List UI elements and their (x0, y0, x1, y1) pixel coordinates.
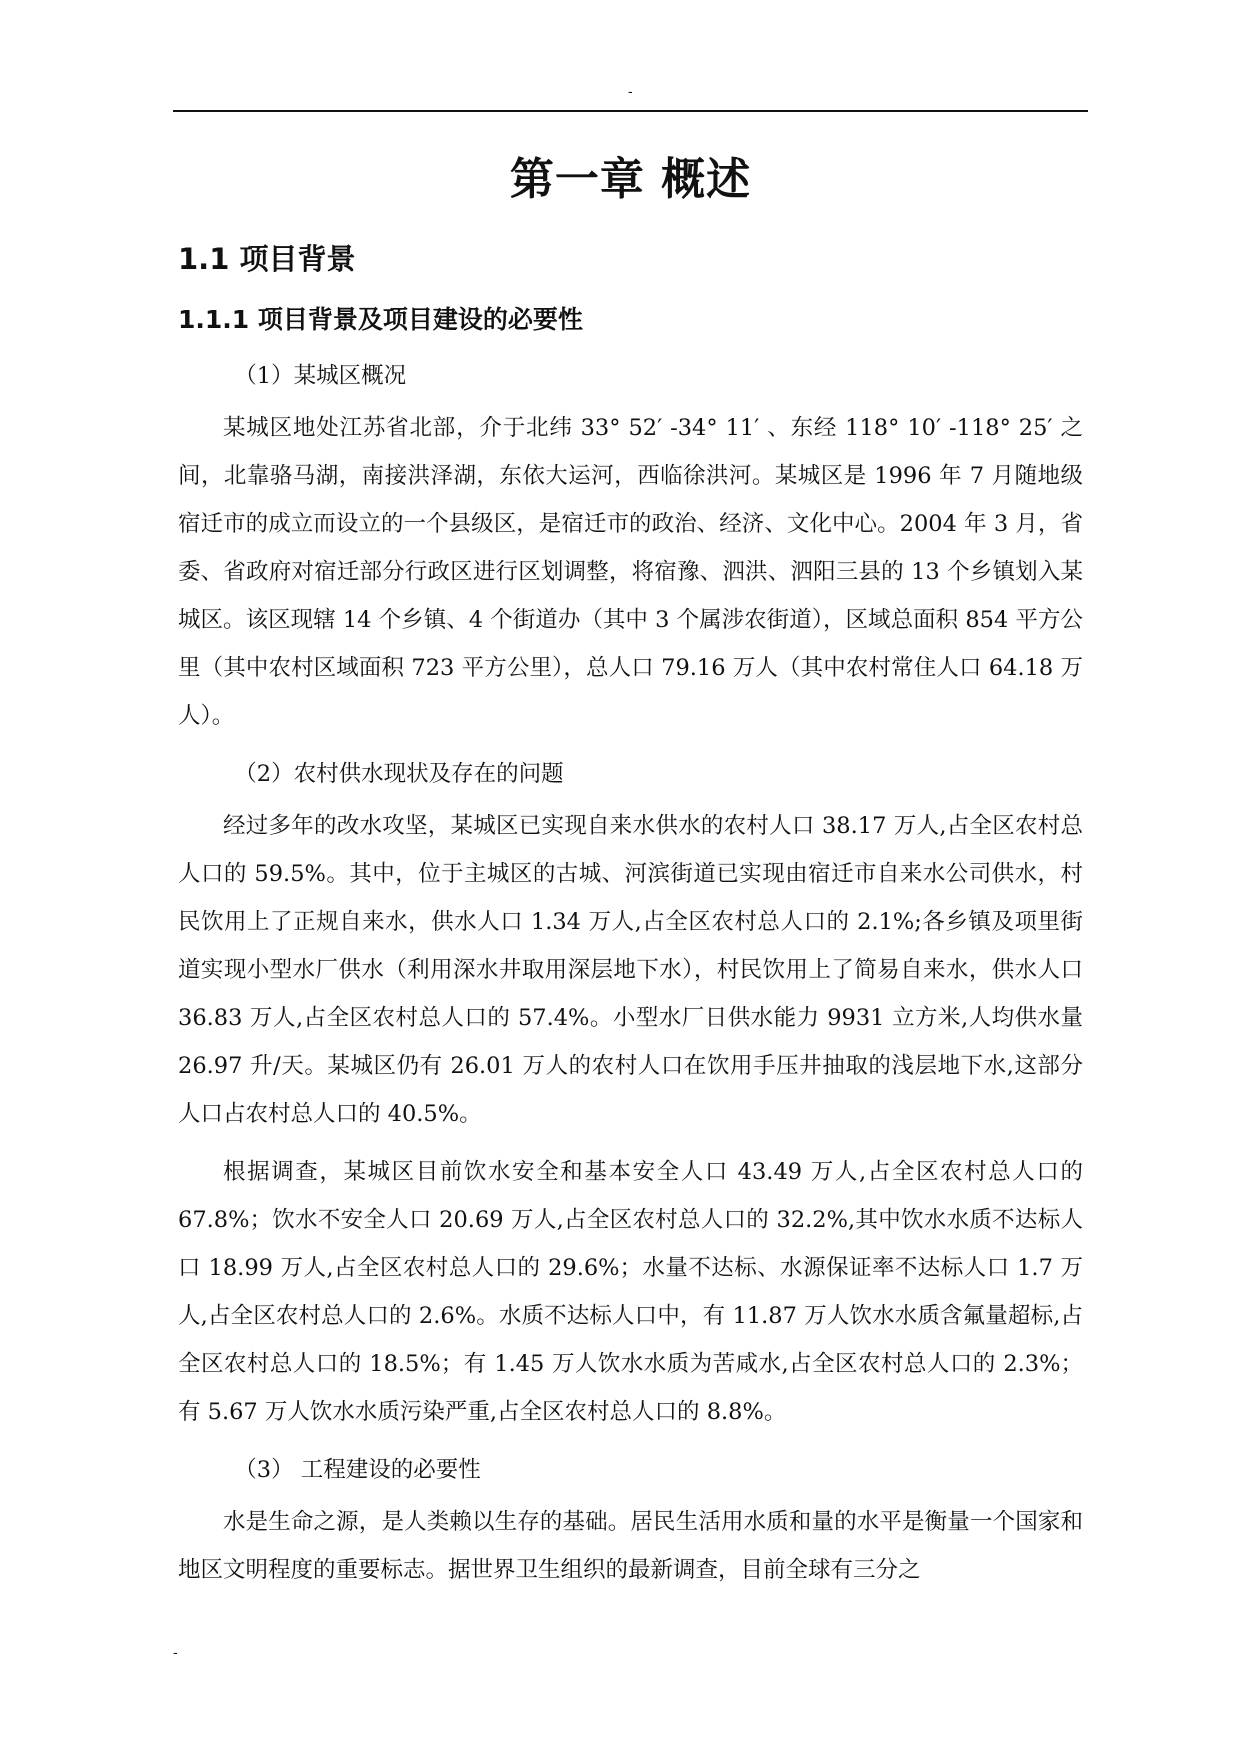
paragraph-survey-results: 根据调查，某城区目前饮水安全和基本安全人口 43.49 万人,占全区农村总人口的 67.8%；饮水不安全人口 20.69 万人,占全区农村总人口的 32.2%,其中饮水水质不达标人口 18.99 万人,占全区农村总人口的 29.6%；水量不达标、水源保证率不达标人口 1.7 万人,占全区农村总人口的 2.6%。水质不达标人口中，有 11.87 万人饮水水质含氟量超标,占全区农村总人口的 18.5%；有 1.45 万人饮水水质为苦咸水,占全区农村总人口的 2.3%；有 5.67 万人饮水水质污染严重,占全区农村总人口的 8.8%。 (178, 1159, 1083, 1425)
page-header-mark: - (628, 83, 633, 99)
subsection-heading: 1.1.1 项目背景及项目建设的必要性 (178, 305, 583, 334)
subheading-overview: （1）某城区概况 (234, 363, 407, 389)
header-rule (173, 110, 1088, 112)
subheading-necessity: （3） 工程建设的必要性 (234, 1457, 481, 1483)
page-footer-mark: - (173, 1644, 178, 1660)
paragraph-necessity: 水是生命之源，是人类赖以生存的基础。居民生活用水质和量的水平是衡量一个国家和地区文明程度的重要标志。据世界卫生组织的最新调查，目前全球有三分之 (178, 1509, 1083, 1583)
paragraph-water-supply-status: 经过多年的改水攻坚，某城区已实现自来水供水的农村人口 38.17 万人,占全区农村总人口的 59.5%。其中，位于主城区的古城、河滨街道已实现由宿迁市自来水公司供水，村民饮用上了正规自来水，供水人口 1.34 万人,占全区农村总人口的 2.1%;各乡镇及项里街道实现小型水厂供水（利用深水井取用深层地下水），村民饮用上了简易自来水，供水人口 36.83 万人,占全区农村总人口的 57.4%。小型水厂日供水能力 9931 立方米,人均供水量 26.97 升/天。某城区仍有 26.01 万人的农村人口在饮用手压井抽取的浅层地下水,这部分人口占农村总人口的 40.5%。 (178, 813, 1083, 1127)
subheading-water-supply: （2）农村供水现状及存在的问题 (234, 761, 564, 787)
section-heading: 1.1 项目背景 (178, 242, 356, 276)
document-body (178, 352, 1083, 1594)
chapter-title: 第一章 概述 (509, 154, 752, 205)
paragraph-overview: 某城区地处江苏省北部，介于北纬 33° 52′ -34° 11′ 、东经 118° 10′ -118° 25′ 之间，北靠骆马湖，南接洪泽湖，东依大运河，西临徐洪河。某城区是 1996 年 7 月随地级宿迁市的成立而设立的一个县级区，是宿迁市的政治、经济、文化中心。2004 年 3 月，省委、省政府对宿迁部分行政区进行区划调整，将宿豫、泗洪、泗阳三县的 13 个乡镇划入某城区。该区现辖 14 个乡镇、4 个街道办（其中 3 个属涉农街道），区域总面积 854 平方公里（其中农村区域面积 723 平方公里），总人口 79.16 万人（其中农村常住人口 64.18 万人）。 (178, 415, 1083, 729)
